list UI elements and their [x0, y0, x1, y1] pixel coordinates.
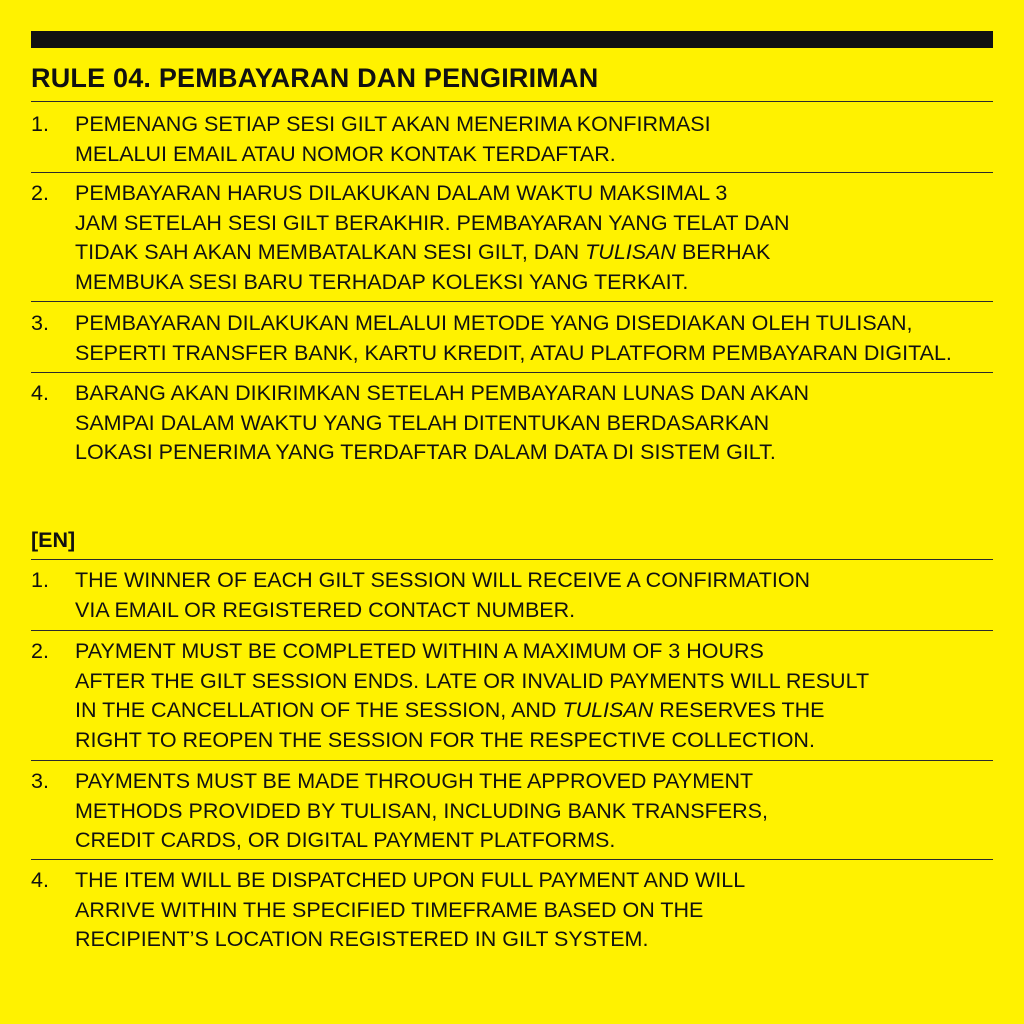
item-line-part: IN THE CANCELLATION OF THE SESSION, AND: [75, 698, 563, 722]
rule-item-en-4: [31, 866, 993, 956]
item-line: PEMENANG SETIAP SESI GILT AKAN MENERIMA KONFIRMASI: [75, 112, 711, 136]
item-line-part: RESERVES THE: [653, 698, 825, 722]
item-text: [75, 309, 952, 368]
divider: [31, 301, 993, 302]
divider: [31, 859, 993, 860]
item-text: [75, 767, 768, 856]
item-text: [75, 637, 869, 755]
item-text: [75, 866, 745, 955]
divider: [31, 172, 993, 173]
item-number: 1.: [31, 568, 49, 592]
item-number: 2.: [31, 181, 49, 205]
item-line: PAYMENT MUST BE COMPLETED WITHIN A MAXIMUM OF 3 HOURS: [75, 639, 764, 663]
divider: [31, 760, 993, 761]
brand-name: TULISAN: [562, 698, 654, 722]
rule-item-en-3: [31, 767, 993, 857]
rule-item-en-2: [31, 637, 993, 757]
item-text: [75, 379, 809, 468]
item-line: PEMBAYARAN DILAKUKAN MELALUI METODE YANG DISEDIAKAN OLEH TULISAN,: [75, 311, 913, 335]
item-number: 3.: [31, 769, 49, 793]
page-title: RULE 04. PEMBAYARAN DAN PENGIRIMAN: [31, 63, 599, 93]
item-number: 2.: [31, 639, 49, 663]
rule-item-en-1: [31, 566, 993, 626]
item-text: [75, 110, 711, 169]
item-line: RECIPIENT’S LOCATION REGISTERED IN GILT SYSTEM.: [75, 927, 649, 951]
item-line: SAMPAI DALAM WAKTU YANG TELAH DITENTUKAN BERDASARKAN: [75, 410, 770, 435]
item-number: 1.: [31, 112, 49, 136]
divider: [31, 559, 993, 560]
item-line: CREDIT CARDS, OR DIGITAL PAYMENT PLATFORMS.: [75, 828, 616, 852]
rule-item-id-1: [31, 110, 993, 170]
item-number: 3.: [31, 311, 49, 335]
item-line: [75, 238, 789, 268]
item-line: PEMBAYARAN HARUS DILAKUKAN DALAM WAKTU MAKSIMAL 3: [75, 181, 728, 205]
item-line: PAYMENTS MUST BE MADE THROUGH THE APPROVED PAYMENT: [75, 769, 754, 793]
item-line: [75, 696, 869, 726]
rule-item-id-4: [31, 379, 993, 469]
divider: [31, 630, 993, 631]
item-line: BARANG AKAN DIKIRIMKAN SETELAH PEMBAYARAN LUNAS DAN AKAN: [75, 381, 809, 405]
item-number: 4.: [31, 868, 49, 892]
item-line: THE ITEM WILL BE DISPATCHED UPON FULL PAYMENT AND WILL: [75, 868, 746, 892]
item-number: 4.: [31, 381, 49, 405]
item-line: MELALUI EMAIL ATAU NOMOR KONTAK TERDAFTAR.: [75, 141, 616, 166]
rule-item-id-2: [31, 179, 993, 299]
item-line-part: TIDAK SAH AKAN MEMBATALKAN SESI GILT, DAN: [75, 240, 586, 264]
item-line: THE WINNER OF EACH GILT SESSION WILL RECEIVE A CONFIRMATION: [75, 568, 811, 592]
item-line: LOKASI PENERIMA YANG TERDAFTAR DALAM DATA DI SISTEM GILT.: [75, 440, 776, 464]
item-line: MEMBUKA SESI BARU TERHADAP KOLEKSI YANG TERKAIT.: [75, 269, 689, 294]
item-line: AFTER THE GILT SESSION ENDS. LATE OR INVALID PAYMENTS WILL RESULT: [75, 668, 870, 693]
item-line: METHODS PROVIDED BY TULISAN, INCLUDING BANK TRANSFERS,: [75, 798, 768, 823]
divider: [31, 101, 993, 102]
item-line: ARRIVE WITHIN THE SPECIFIED TIMEFRAME BASED ON THE: [75, 897, 704, 922]
top-bar: [31, 31, 993, 48]
item-line: RIGHT TO REOPEN THE SESSION FOR THE RESPECTIVE COLLECTION.: [75, 727, 815, 752]
brand-name: TULISAN: [585, 240, 676, 264]
item-line-part: BERHAK: [675, 240, 771, 264]
item-text: [75, 179, 789, 297]
item-text: [75, 566, 810, 625]
rule-item-id-3: [31, 309, 993, 369]
divider: [31, 372, 993, 373]
item-line: VIA EMAIL OR REGISTERED CONTACT NUMBER.: [75, 597, 576, 622]
item-line: SEPERTI TRANSFER BANK, KARTU KREDIT, ATAU PLATFORM PEMBAYARAN DIGITAL.: [75, 340, 952, 365]
item-line: JAM SETELAH SESI GILT BERAKHIR. PEMBAYARAN YANG TELAT DAN: [75, 210, 790, 235]
section-label-en: [EN]: [31, 528, 76, 552]
